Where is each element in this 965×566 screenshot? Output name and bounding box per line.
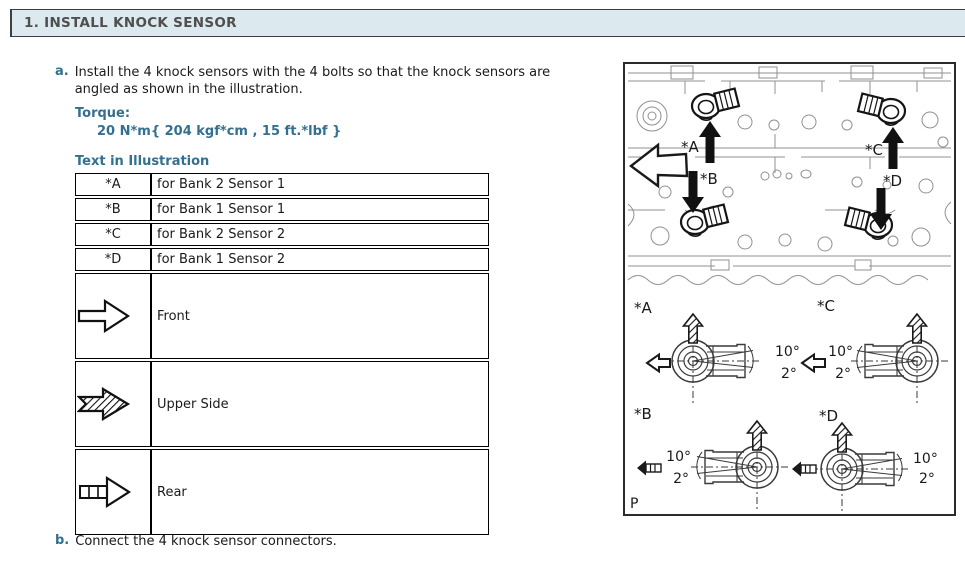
symbol-label: Rear	[151, 449, 489, 535]
detail-b-up-arrow-icon	[748, 421, 767, 450]
step-a-label: a.	[55, 64, 69, 79]
table-row	[75, 223, 489, 246]
torque-heading: Torque:	[75, 106, 131, 121]
legend-key: *A	[75, 173, 151, 196]
section-title: 1. INSTALL KNOCK SENSOR	[24, 15, 237, 31]
step-a	[55, 64, 580, 98]
detail-a-front-arrow-icon	[647, 355, 670, 372]
knock-sensor-glyph-b	[681, 205, 728, 237]
front-arrow-icon	[77, 297, 149, 335]
legend-table	[75, 171, 489, 537]
detail-a-angle-10: 10°	[775, 344, 800, 360]
knock-sensor-glyph-a	[692, 89, 739, 121]
detail-c-sensor	[851, 316, 948, 406]
detail-d-angle-2: 2°	[919, 471, 935, 487]
detail-b-sensor	[691, 422, 788, 512]
legend-key: *C	[75, 223, 151, 246]
section-header	[10, 9, 965, 37]
detail-a-label: *A	[634, 299, 652, 317]
detail-a-up-arrow-icon	[684, 314, 703, 343]
upper-side-arrow-icon	[77, 385, 149, 423]
detail-a-angle-2: 2°	[781, 366, 797, 382]
legend-heading: Text in Illustration	[75, 154, 210, 169]
step-b-text: Connect the 4 knock sensor connectors.	[75, 534, 337, 549]
marker-a-label: *A	[681, 138, 699, 156]
step-b-label: b.	[55, 533, 70, 548]
torque-spec	[75, 106, 341, 139]
detail-c-front-arrow-icon	[802, 355, 825, 372]
detail-c-label: *C	[817, 297, 835, 315]
detail-a-sensor	[662, 316, 759, 406]
detail-b-label: *B	[634, 405, 652, 423]
legend-key: *B	[75, 198, 151, 221]
detail-d-up-arrow-icon	[833, 423, 852, 452]
symbol-label: Upper Side	[151, 361, 489, 447]
rear-arrow-icon	[77, 473, 149, 511]
table-row	[75, 248, 489, 271]
detail-d-sensor	[811, 424, 908, 514]
detail-c-up-arrow-icon	[908, 314, 927, 343]
detail-d-angle-10: 10°	[913, 451, 938, 467]
table-row	[75, 273, 489, 359]
legend-value: for Bank 1 Sensor 2	[151, 248, 489, 271]
step-b	[55, 533, 580, 550]
step-a-text: Install the 4 knock sensors with the 4 bolts so that the knock sensors are angled as shown in the illustration.	[74, 65, 551, 97]
detail-c-angle-2: 2°	[835, 366, 851, 382]
table-row	[75, 361, 489, 447]
legend-value: for Bank 2 Sensor 1	[151, 173, 489, 196]
symbol-label: Front	[151, 273, 489, 359]
table-row	[75, 198, 489, 221]
knock-sensor-illustration	[623, 62, 956, 516]
detail-b-rear-arrow-icon	[637, 461, 661, 476]
table-row	[75, 449, 489, 535]
table-row	[75, 173, 489, 196]
front-direction-arrow-icon	[631, 145, 687, 186]
illustration-svg	[625, 64, 954, 514]
detail-b-angle-10: 10°	[666, 449, 691, 465]
detail-c-angle-10: 10°	[828, 344, 853, 360]
knock-sensor-glyph-c	[858, 94, 905, 126]
detail-d-rear-arrow-icon	[792, 462, 816, 477]
marker-d-label: *D	[883, 172, 903, 190]
marker-b-label: *B	[700, 170, 718, 188]
legend-key: *D	[75, 248, 151, 271]
detail-d-label: *D	[819, 407, 839, 425]
legend-value: for Bank 1 Sensor 1	[151, 198, 489, 221]
detail-b-angle-2: 2°	[673, 471, 689, 487]
legend-value: for Bank 2 Sensor 2	[151, 223, 489, 246]
marker-c-label: *C	[865, 141, 883, 159]
torque-value: 20 N*m{ 204 kgf*cm , 15 ft.*lbf }	[97, 124, 342, 139]
page-marker: P	[630, 496, 639, 512]
